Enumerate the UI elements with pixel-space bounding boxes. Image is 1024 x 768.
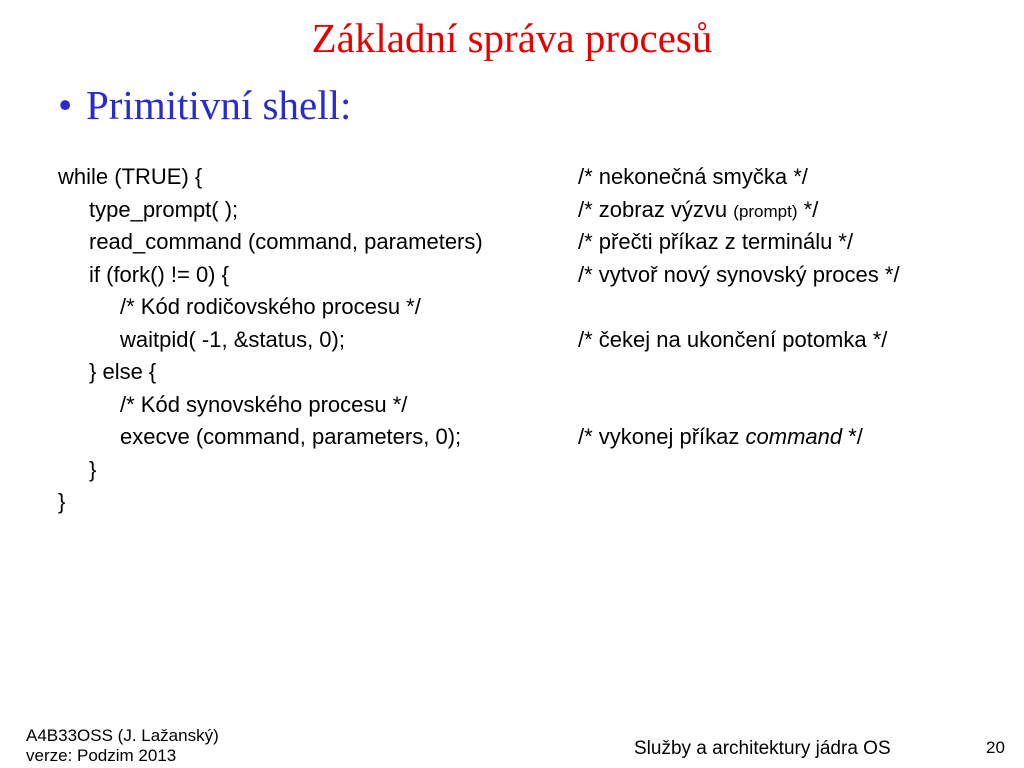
code-comment: [578, 421, 863, 454]
code-line: [58, 259, 998, 292]
code-line: [58, 421, 998, 454]
code-line: [58, 291, 998, 324]
code-statement: waitpid( -1, &status, 0);: [120, 326, 345, 352]
comment-text: /* vykonej příkaz: [578, 424, 746, 449]
code-line: [58, 389, 998, 422]
code-statement: }: [58, 489, 66, 514]
code-line: [58, 194, 998, 227]
code-statement: while (TRUE) {: [58, 164, 203, 189]
footer-course: A4B33OSS (J. Lažanský): [26, 726, 219, 745]
shell-code-listing: [58, 161, 998, 519]
bullet-text: Primitivní shell:: [86, 82, 352, 128]
code-line: [58, 454, 998, 487]
code-statement: } else {: [89, 359, 157, 384]
code-line: [58, 486, 998, 519]
code-comment: [578, 194, 818, 229]
code-comment: /* přečti příkaz z terminálu */: [578, 229, 854, 254]
comment-small-text: (prompt): [733, 201, 798, 221]
code-line: [58, 226, 998, 259]
comment-text: /* zobraz výzvu: [578, 196, 734, 222]
page-number: 20: [986, 738, 1005, 757]
code-statement: /* Kód rodičovského procesu */: [120, 294, 421, 319]
code-statement: type_prompt( );: [89, 196, 239, 222]
footer-course-info: [26, 726, 219, 766]
comment-italic-text: command: [745, 424, 843, 449]
comment-text: */: [797, 196, 819, 222]
code-line: [58, 161, 998, 194]
bullet-heading: [58, 79, 351, 131]
footer-version: verze: Podzim 2013: [26, 746, 177, 765]
footer-topic: Služby a architektury jádra OS: [634, 738, 891, 759]
code-statement: if (fork() != 0) {: [89, 261, 229, 287]
code-statement: /* Kód synovského procesu */: [120, 391, 408, 417]
comment-text: */: [842, 424, 863, 449]
code-comment: /* nekonečná smyčka */: [578, 164, 808, 189]
code-comment: /* čekej na ukončení potomka */: [578, 326, 888, 352]
code-line: [58, 324, 998, 357]
slide-title: Základní správa procesů: [311, 15, 713, 61]
code-statement: }: [89, 456, 97, 482]
bullet-icon: •: [58, 82, 73, 128]
code-comment: /* vytvoř nový synovský proces */: [578, 261, 900, 287]
code-statement: execve (command, parameters, 0);: [120, 424, 462, 449]
code-statement: read_command (command, parameters): [89, 229, 483, 254]
code-line: [58, 356, 998, 389]
